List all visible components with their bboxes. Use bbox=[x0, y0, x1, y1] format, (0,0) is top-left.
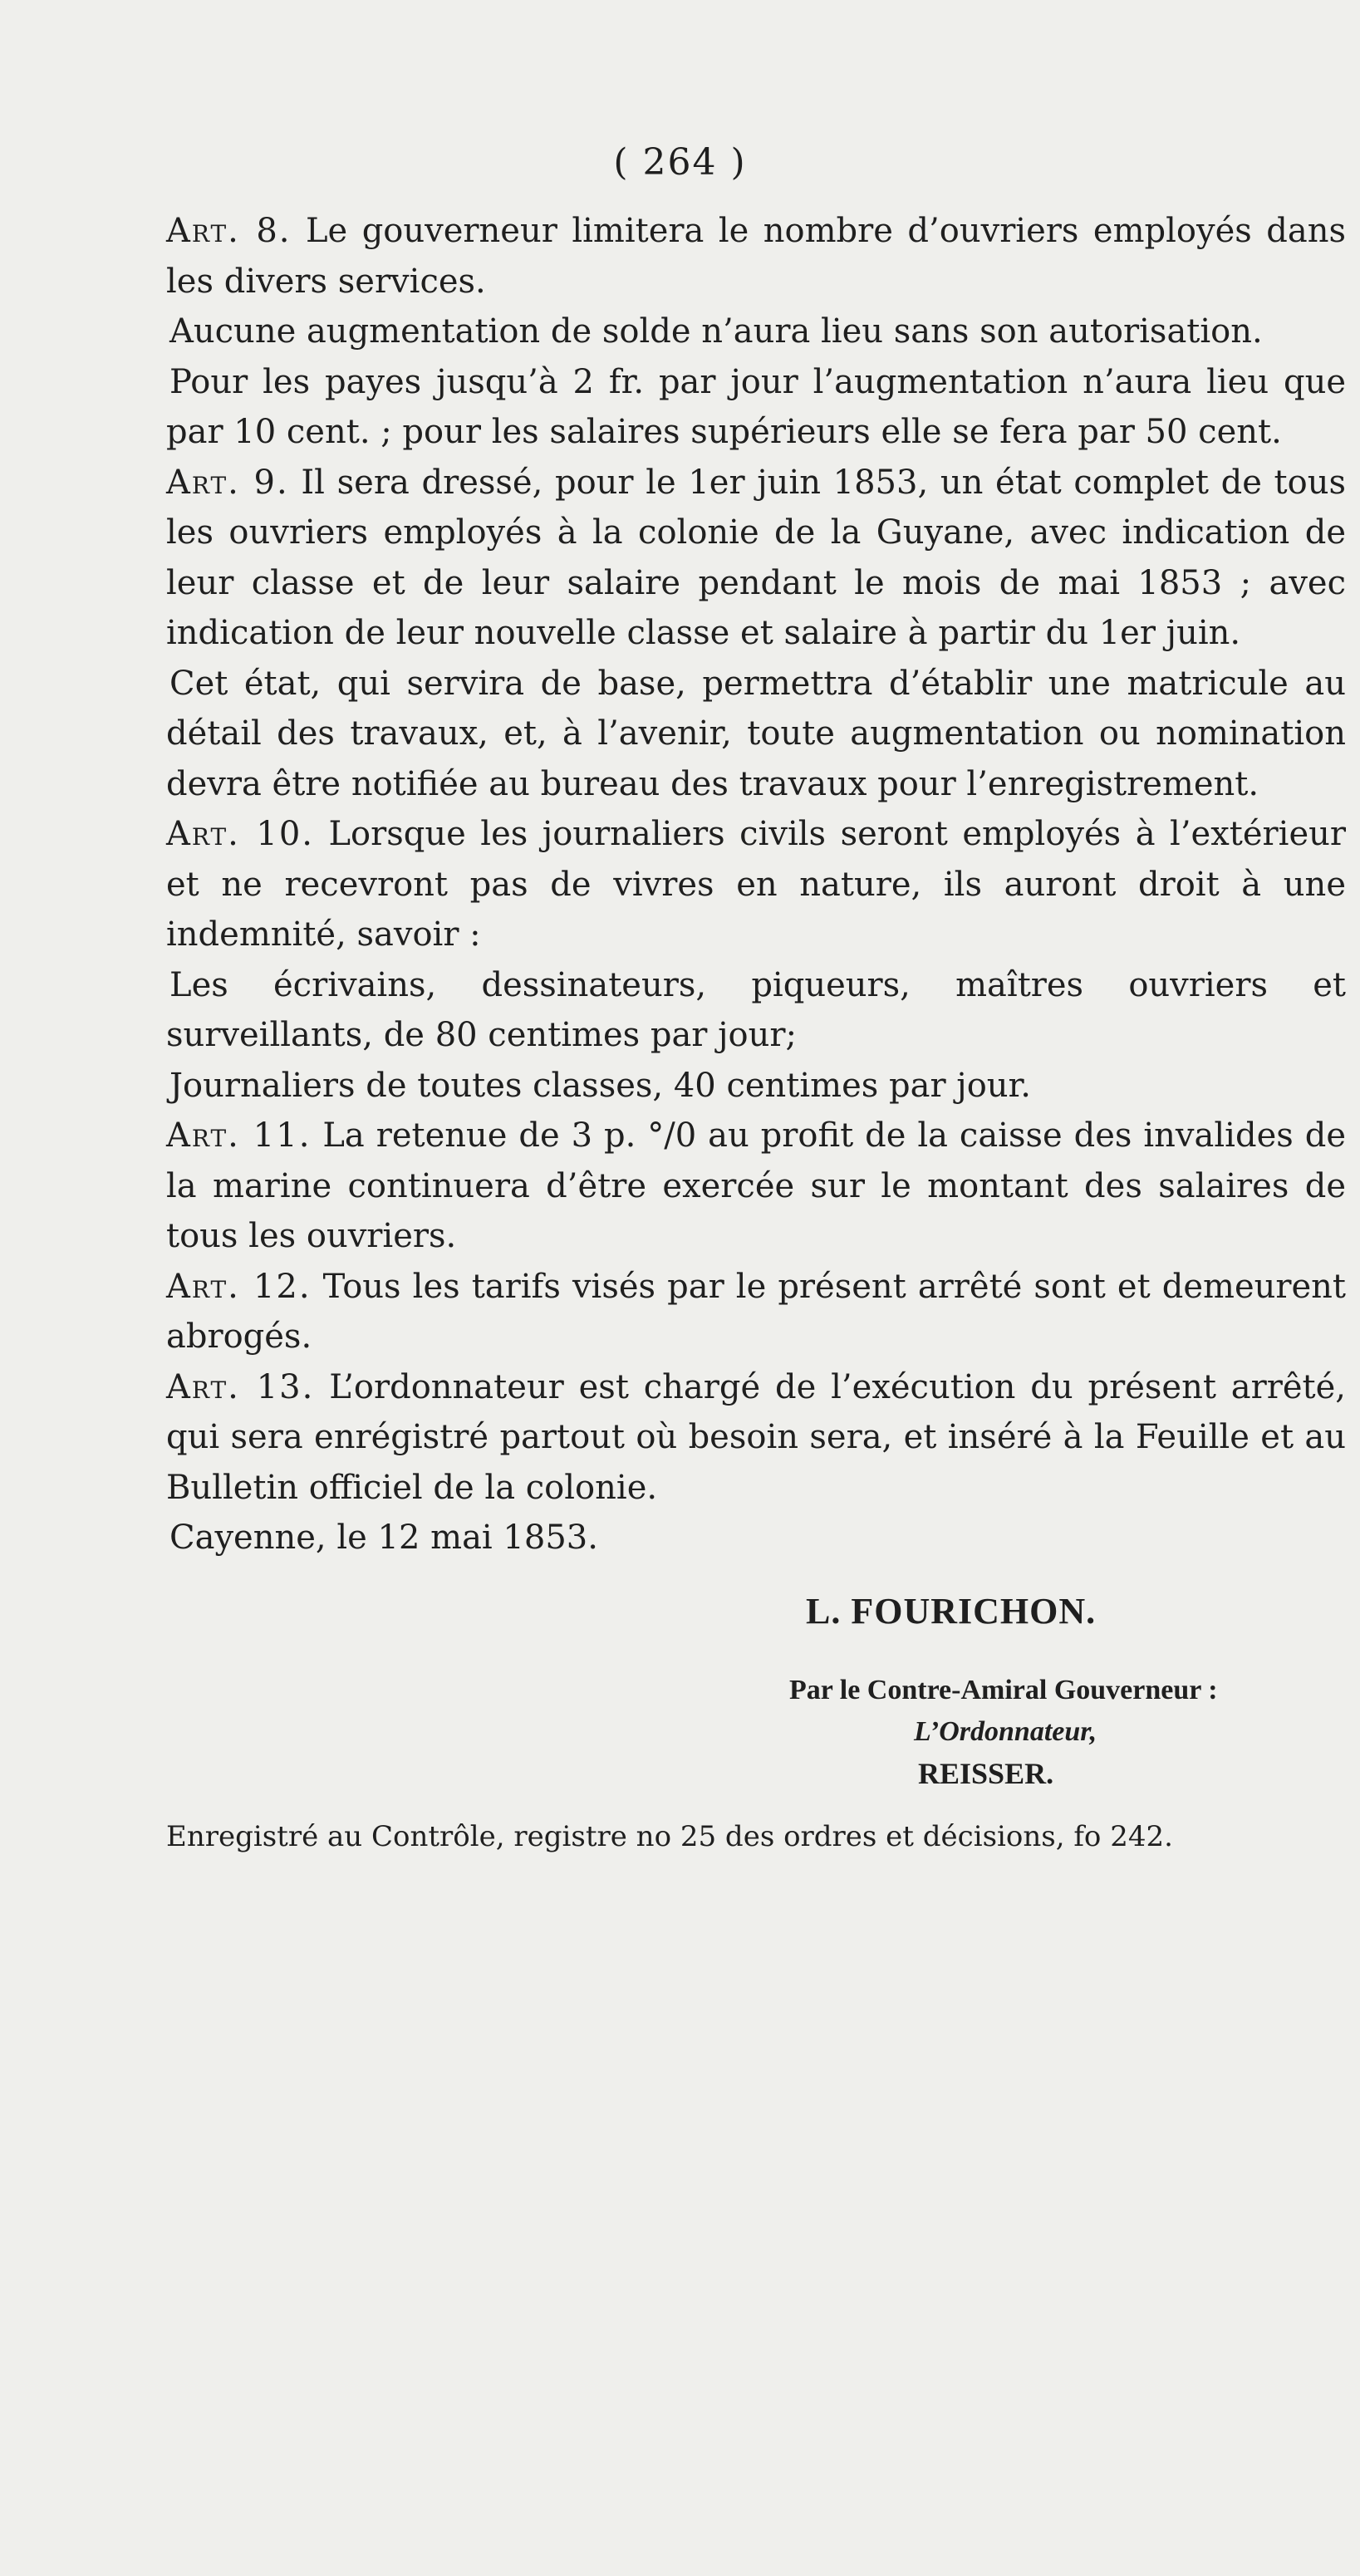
paragraph-text: Il sera dressé, pour le 1er juin 1853, un état complet de tous les ouvriers employés à la colonie de la Guyane, avec indication de leur classe et de leur salaire pendant le mois de mai 1853 ; avec indication de leur nouvelle classe et salaire à partir du 1er juin. bbox=[166, 463, 1346, 652]
ordonnateur-line: L’Ordonnateur, bbox=[914, 1716, 1097, 1747]
signature: L. FOURICHON. bbox=[806, 1590, 1097, 1631]
paragraph bbox=[166, 960, 1346, 1061]
paragraph-text: La retenue de 3 p. °/0 au profit de la caisse des invalides de la marine continuera d’être exercée sur le montant des salaires de tous les ouvriers. bbox=[166, 1116, 1346, 1255]
paragraph-art-9 bbox=[166, 458, 1346, 659]
document-body bbox=[166, 206, 1346, 1857]
paragraph-text: Aucune augmentation de solde n’aura lieu sans son autorisation. bbox=[169, 312, 1263, 351]
article-label: Art. 13. bbox=[166, 1367, 315, 1406]
paragraph bbox=[166, 307, 1346, 357]
place-date: Cayenne, le 12 mai 1853. bbox=[169, 1519, 598, 1557]
article-label: Art. 9. bbox=[166, 463, 289, 502]
paragraph-text: Tous les tarifs visés par le présent arrêté sont et demeurent abrogés. bbox=[166, 1267, 1346, 1356]
paragraph-art-8 bbox=[166, 206, 1346, 307]
paragraph-text: Le gouverneur limitera le nombre d’ouvriers employés dans les divers services. bbox=[166, 212, 1346, 301]
paragraph-text: Lorsque les journaliers civils seront employés à l’extérieur et ne recevront pas de vivres en nature, ils auront droit à une indemnité, savoir : bbox=[166, 815, 1346, 954]
paragraph-art-12 bbox=[166, 1262, 1346, 1362]
paragraph-art-11 bbox=[166, 1111, 1346, 1262]
paragraph-text: Les écrivains, dessinateurs, piqueurs, maîtres ouvriers et surveillants, de 80 centimes par jour; bbox=[166, 965, 1346, 1054]
registration-note: Enregistré au Contrôle, registre no 25 des ordres et décisions, fo 242. bbox=[166, 1820, 1173, 1853]
par-line: Par le Contre-Amiral Gouverneur : bbox=[789, 1675, 1218, 1705]
paragraph-text: L’ordonnateur est chargé de l’exécution du présent arrêté, qui sera enrégistré partout où besoin sera, et inséré à la Feuille et au Bulletin officiel de la colonie. bbox=[166, 1367, 1346, 1507]
paragraph bbox=[166, 357, 1346, 458]
article-label: Art. 11. bbox=[166, 1116, 312, 1155]
article-label: Art. 12. bbox=[166, 1267, 312, 1306]
paragraph-text: Pour les payes jusqu’à 2 fr. par jour l’augmentation n’aura lieu que par 10 cent. ; pour les salaires supérieurs elle se fera par 50 cent. bbox=[166, 362, 1346, 451]
paragraph bbox=[166, 659, 1346, 810]
article-label: Art. 8. bbox=[166, 212, 292, 250]
paragraph-text: Journaliers de toutes classes, 40 centimes par jour. bbox=[169, 1066, 1031, 1105]
paragraph bbox=[166, 1061, 1346, 1111]
page-number: ( 264 ) bbox=[613, 141, 747, 184]
paragraph-art-13 bbox=[166, 1362, 1346, 1514]
article-label: Art. 10. bbox=[166, 815, 314, 853]
paragraph-art-10 bbox=[166, 809, 1346, 960]
countersign: REISSER. bbox=[918, 1757, 1054, 1790]
paragraph-text: Cet état, qui servira de base, permettra d’établir une matricule au détail des travaux, et, à l’avenir, toute augmentation ou nomination devra être notifiée au bureau des travaux pour l’enregistrement. bbox=[166, 664, 1346, 803]
